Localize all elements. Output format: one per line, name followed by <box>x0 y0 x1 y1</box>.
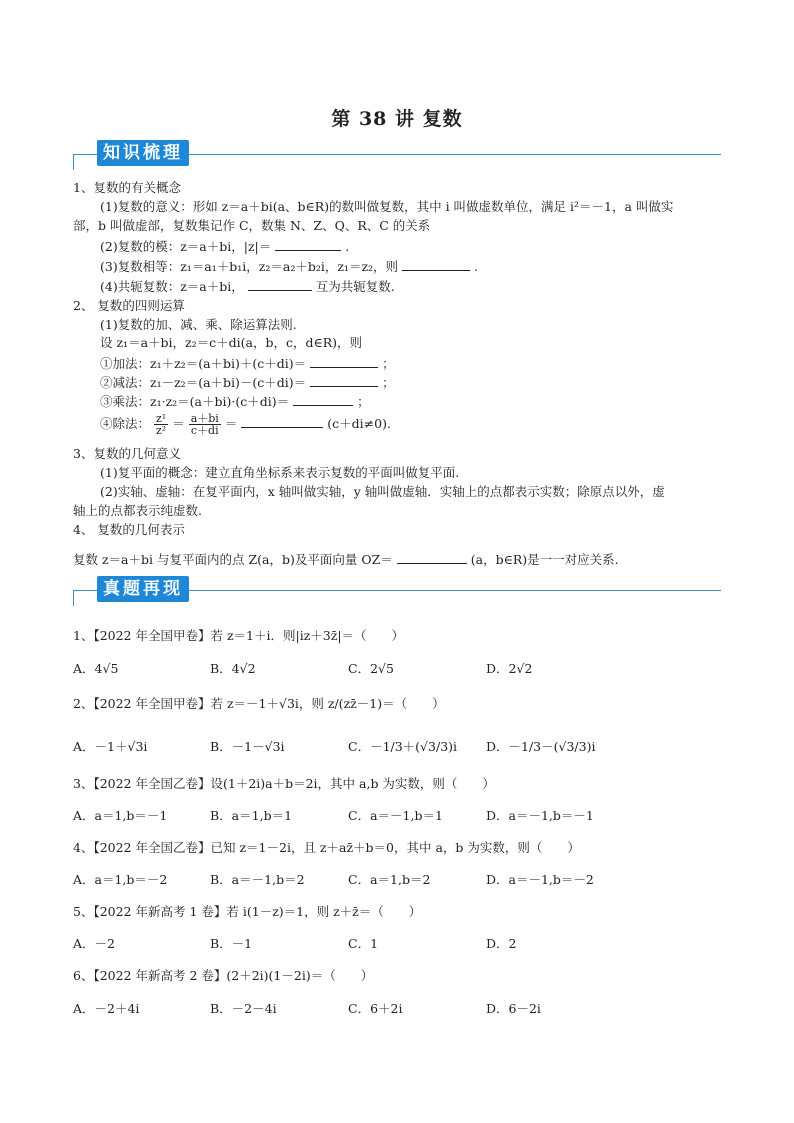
modulus-text: (2)复数的模：z＝a＋bi，|z|＝ <box>100 239 272 254</box>
option-b[interactable]: B．4√2 <box>210 661 256 676</box>
div-end: (c＋di≠0). <box>327 416 391 431</box>
section-corner <box>73 154 74 170</box>
heading-concepts: 1、复数的有关概念 <box>73 180 181 195</box>
div-frac-ab-num: a＋bi <box>190 412 219 425</box>
option-a[interactable]: A．－1＋√3i <box>73 739 148 754</box>
div-frac-z <box>154 413 168 436</box>
option-c[interactable]: C．1 <box>348 936 379 951</box>
para-ops-rule: (1)复数的加、减、乘、除运算法则. <box>100 317 297 332</box>
add-text: ①加法：z₁＋z₂＝(a＋bi)＋(c＋di)＝ <box>100 356 307 371</box>
question-stem: 3、【2022 年全国乙卷】设(1＋2i)a＋b＝2i，其中 a,b 为实数，则（ ） <box>73 776 495 791</box>
option-d[interactable]: D．2√2 <box>486 661 533 676</box>
heading-geometry: 3、复数的几何意义 <box>73 446 181 461</box>
section-header-knowledge <box>73 140 721 170</box>
para-axes-1: (2)实轴、虚轴：在复平面内，x 轴叫做实轴，y 轴叫做虚轴．实轴上的点都表示实数；除原点以外，虚 <box>100 484 665 499</box>
sub-text: ②减法：z₁－z₂＝(a＋bi)－(c＋di)＝ <box>100 375 307 390</box>
option-d[interactable]: D．－1/3－(√3/3)i <box>486 739 596 754</box>
para-modulus <box>100 238 349 255</box>
option-b[interactable]: B．a＝－1,b＝2 <box>210 872 305 887</box>
vector-blank[interactable] <box>397 551 467 564</box>
question-stem: 4、【2022 年全国乙卷】已知 z＝1－2i，且 z＋az̄＋b＝0，其中 a，b 为实数，则（ ） <box>73 840 580 855</box>
para-meaning-2: 部，b 叫做虚部，复数集记作 C，数集 N、Z、Q、R、C 的关系 <box>73 218 431 233</box>
section-header-real-exam <box>73 576 721 606</box>
mul-text: ③乘法：z₁·z₂＝(a＋bi)·(c＋di)＝ <box>100 394 290 409</box>
option-b[interactable]: B．－2－4i <box>210 1001 277 1016</box>
option-a[interactable]: A．4√5 <box>73 661 119 676</box>
option-a[interactable]: A．－2＋4i <box>73 1001 140 1016</box>
option-a[interactable]: A．a＝1,b＝－2 <box>73 872 168 887</box>
option-b[interactable]: B．a＝1,b＝1 <box>210 808 293 823</box>
question-stem: 6、【2022 年新高考 2 卷】(2＋2i)(1－2i)＝（ ） <box>73 968 374 983</box>
option-b[interactable]: B．－1－√3i <box>210 739 285 754</box>
mul-blank[interactable] <box>293 393 353 406</box>
conjugate-text: (4)共轭复数：z＝a＋bi， <box>100 279 244 294</box>
para-equal <box>100 258 478 275</box>
mul-end: ； <box>357 394 370 409</box>
option-a[interactable]: A．a＝1,b＝－1 <box>73 808 168 823</box>
option-c[interactable]: C．2√5 <box>348 661 394 676</box>
section-badge-knowledge: 知识梳理 <box>97 140 189 166</box>
div-blank[interactable] <box>241 415 323 428</box>
equal-text: (3)复数相等：z₁＝a₁＋b₁i，z₂＝a₂＋b₂i，z₁＝z₂，则 <box>100 259 399 274</box>
vector-end: (a，b∈R)是一一对应关系. <box>470 552 619 567</box>
option-c[interactable]: C．a＝－1,b＝1 <box>348 808 443 823</box>
para-sub <box>100 374 395 391</box>
para-meaning-1: (1)复数的意义：形如 z＝a＋bi(a、b∈R)的数叫做复数，其中 i 叫做虚数单位，满足 i²＝－1，a 叫做实 <box>100 199 674 214</box>
option-b[interactable]: B．－1 <box>210 936 253 951</box>
option-d[interactable]: D．6－2i <box>486 1001 541 1016</box>
div-frac-z-den: z² <box>156 424 167 437</box>
div-text: ④除法： <box>100 416 151 431</box>
modulus-end: . <box>345 239 350 254</box>
sub-blank[interactable] <box>310 374 378 387</box>
page-title: 第 38 讲 复数 <box>331 108 463 130</box>
vector-text: 复数 z＝a＋bi 与复平面内的点 Z(a，b)及平面向量 OZ＝ <box>73 552 393 567</box>
option-c[interactable]: C．6＋2i <box>348 1001 403 1016</box>
conjugate-end: 互为共轭复数. <box>315 279 395 294</box>
equal-blank[interactable] <box>402 258 470 271</box>
div-frac-z-num: z¹ <box>156 412 167 425</box>
para-axes-2: 轴上的点都表示纯虚数. <box>73 503 202 518</box>
div-frac-ab <box>189 413 221 436</box>
para-div <box>100 410 391 438</box>
option-d[interactable]: D．a＝－1,b＝－1 <box>486 808 594 823</box>
option-c[interactable]: C．a＝1,b＝2 <box>348 872 431 887</box>
para-vector <box>73 551 619 568</box>
para-add <box>100 355 395 372</box>
heading-operations: 2、 复数的四则运算 <box>73 298 185 313</box>
heading-representation: 4、 复数的几何表示 <box>73 522 185 537</box>
option-d[interactable]: D．a＝－1,b＝－2 <box>486 872 594 887</box>
modulus-blank[interactable] <box>275 238 341 251</box>
equal-end: . <box>474 259 478 274</box>
para-mul <box>100 393 370 410</box>
question-stem: 5、【2022 年新高考 1 卷】若 i(1－z)＝1，则 z＋z̄＝（ ） <box>73 904 422 919</box>
add-end: ； <box>382 356 395 371</box>
question-stem: 1、【2022 年全国甲卷】若 z＝1＋i．则|iz＋3z̄|＝（ ） <box>73 628 405 643</box>
section-corner <box>73 590 74 606</box>
option-d[interactable]: D．2 <box>486 936 517 951</box>
option-a[interactable]: A．－2 <box>73 936 115 951</box>
conjugate-blank[interactable] <box>248 278 312 291</box>
question-stem: 2、【2022 年全国甲卷】若 z＝－1＋√3i，则 z/(zz̄－1)＝（ ） <box>73 696 445 711</box>
para-plane: (1)复平面的概念：建立直角坐标系来表示复数的平面叫做复平面. <box>100 465 460 480</box>
div-equals: ＝ <box>172 416 185 431</box>
add-blank[interactable] <box>310 355 378 368</box>
section-badge-real-exam: 真题再现 <box>97 576 189 602</box>
option-c[interactable]: C．－1/3＋(√3/3)i <box>348 739 458 754</box>
para-ops-def: 设 z₁＝a＋bi，z₂＝c＋di(a，b，c，d∈R)，则 <box>100 335 362 350</box>
div-frac-ab-den: c＋di <box>190 424 219 437</box>
para-conjugate <box>100 278 395 295</box>
div-equals-2: ＝ <box>224 416 238 431</box>
sub-end: ； <box>382 375 395 390</box>
